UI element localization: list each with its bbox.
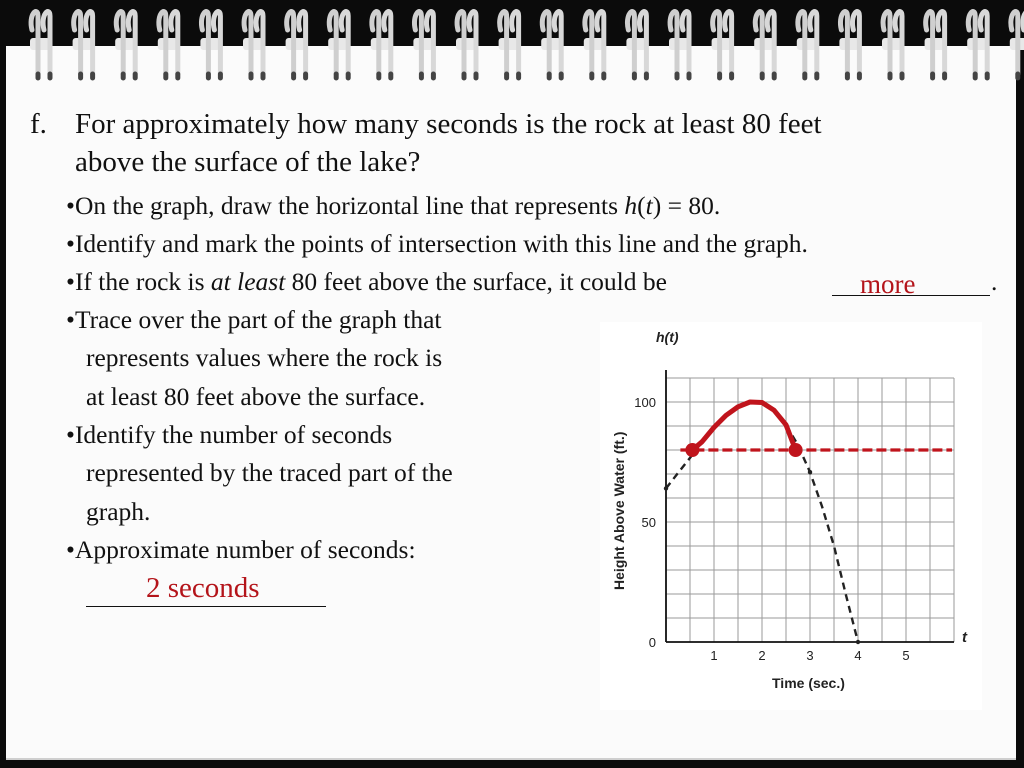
intersection-point — [789, 443, 803, 457]
curve-point — [856, 640, 860, 644]
graph-background — [600, 322, 982, 710]
x-variable-label: t — [962, 629, 967, 646]
bullet-text: Trace over the part of the graph that — [74, 305, 442, 334]
bullet-text: Identify and mark the points of intersection with this line and the graph. — [74, 229, 808, 258]
y-tick-label: 100 — [634, 395, 656, 410]
bullet-dot: • — [66, 535, 75, 564]
x-tick-label: 1 — [710, 648, 718, 663]
answer-blank-2 — [86, 606, 326, 607]
intersection-point — [685, 443, 699, 457]
function-variable: t — [645, 191, 653, 220]
y-axis-label: Height Above Water (ft.) — [611, 431, 627, 590]
bullet-approximate — [66, 535, 416, 565]
y-tick-label: 50 — [641, 515, 656, 530]
bullet-dot: • — [66, 191, 75, 220]
bullet-intersections — [66, 229, 808, 259]
answer-more: more — [860, 269, 916, 299]
bullet-dot: • — [66, 229, 75, 258]
bullet-seconds-line-1 — [66, 420, 392, 450]
x-axis-label: Time (sec.) — [772, 675, 845, 691]
bullet-trace-line-2: represents values where the rock is — [86, 343, 443, 372]
bullet-text: If the rock is — [74, 267, 211, 296]
bullet-dot: • — [66, 267, 75, 296]
x-tick-label: 5 — [902, 648, 910, 663]
sentence-period: . — [991, 267, 998, 296]
question-line-2: above the surface of the lake? — [75, 146, 421, 178]
x-tick-label: 2 — [758, 648, 766, 663]
bullet-horizontal-line: •On the graph, draw the horizontal line that represents h(t) = 80. — [66, 191, 721, 220]
x-tick-label: 3 — [806, 648, 814, 663]
y-variable-label: h(t) — [656, 329, 679, 345]
bullet-dot: • — [66, 305, 75, 334]
bullet-trace-line-1 — [66, 305, 442, 335]
curve-point — [664, 486, 668, 490]
question-label: f. — [30, 108, 47, 140]
bullet-seconds-line-3: graph. — [86, 497, 151, 526]
bullet-text: Identify the number of seconds — [74, 420, 393, 449]
bullet-dot: • — [66, 420, 75, 449]
bullet-trace-line-3: at least 80 feet above the surface. — [86, 382, 426, 411]
curve-point — [808, 470, 812, 474]
emphasis-text: at least — [210, 267, 286, 296]
function-name: h — [624, 191, 638, 220]
question-line-1: For approximately how many seconds is the rock at least 80 feet — [75, 108, 822, 140]
x-tick-label: 4 — [854, 648, 862, 663]
answer-seconds: 2 seconds — [146, 572, 260, 604]
bullet-seconds-line-2: represented by the traced part of the — [86, 458, 453, 487]
bullet-text: On the graph, draw the horizontal line that represents — [74, 191, 625, 220]
height-time-graph — [600, 322, 982, 710]
y-tick-label: 0 — [648, 635, 656, 650]
bullet-text: Approximate number of seconds: — [74, 535, 416, 564]
bullet-text-end: 80 feet above the surface, it could be — [285, 267, 667, 296]
bullet-at-least — [66, 267, 667, 297]
bullet-text-end: = 80. — [661, 191, 721, 220]
